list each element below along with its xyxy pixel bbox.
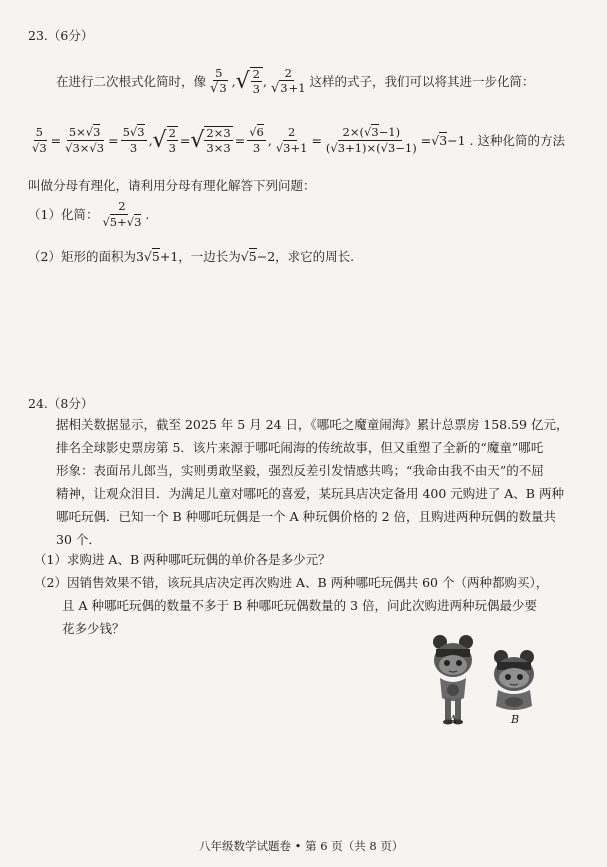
example-radical-2: √ $\frac{2}{3}$: [236, 67, 263, 95]
q24-part2-line-3: 花多少钱？: [62, 621, 125, 636]
q24-part2-line-1: （2）因销售效果不错，该玩具店决定再次购进 A、B 两种哪吒玩偶共 60 个（两种都购买），: [34, 575, 549, 590]
figure-label-a: A: [449, 713, 457, 726]
q23-part2-middle: ，一边长为: [178, 249, 241, 264]
q24-part1: （1）求购进 A、B 两种哪吒玩偶的单价各是多少元？: [34, 552, 331, 567]
part1-fraction: $\frac{2}{√5+√3}$: [102, 199, 142, 229]
toy-figure-b: [484, 648, 544, 714]
q23-intro-line: 在进行二次根式化简时，像 $\frac{5}{√3}$ , √ $\frac{2}{3}$ , $\frac{2}{√3+1}$ 这样的式子，我们可以将其进一步化简：: [56, 65, 535, 96]
q24-body-line-3: 形象：表面吊儿郎当，实则勇敢坚毅，强烈反差引发情感共鸣；“我命由我不由天”的不屈: [56, 463, 544, 478]
q24-part2-line-2: 且 A 种哪吒玩偶的数量不多于 B 种哪吒玩偶数量的 3 倍，问此次购进两种玩偶最少要: [62, 598, 538, 613]
q23-chain-tail: 这种化简的方法: [477, 133, 566, 148]
figure-label-b: B: [511, 713, 520, 726]
q23-intro-suffix: 这样的式子，我们可以将其进一步化简：: [309, 74, 535, 89]
q23-intro-prefix: 在进行二次根式化简时，像: [56, 74, 207, 89]
q23-rationalization-chain: $\frac{5}{√3}$ = $\frac{5\times√3}{√3\times√3}$ = $\frac{5√3}{3}$ , √ $\frac{2}{3}$ = √ $\frac{2\times 3}{3\times 3}$ = $\frac{√6}{3}$ , $\frac{2}{√3+1}$ = $\frac{2\times(√3-1)}{(√3+1)\times(√3-1)}$ =√3−1 . 这种化简的方法: [32, 125, 566, 155]
q24-body-line-5: 哪吒玩偶．已知一个 B 种哪吒玩偶是一个 A 种玩偶价格的 2 倍，且购进两种玩偶的数量共: [56, 509, 557, 524]
q23-method-line: 叫做分母有理化，请利用分母有理化解答下列问题：: [28, 178, 316, 193]
nezha-doll-b-icon: [484, 648, 544, 714]
page-footer: 八年级数学试题卷 • 第 6 页（共 8 页）: [199, 839, 404, 853]
q24-body-line-4: 精神，让观众泪目．为满足儿童对哪吒的喜爱，某玩具店决定备用 400 元购进了 A、B 两种: [56, 486, 564, 501]
example-fraction-3: $\frac{2}{√3+1}$: [270, 65, 306, 96]
q23-part2-end: ，求它的周长.: [275, 249, 355, 264]
example-fraction-1: $\frac{5}{√3}$: [210, 65, 227, 96]
q23-part1-label: （1）化简：: [28, 207, 99, 222]
q23-part2: （2）矩形的面积为 3√5+1 ，一边长为 √5−2 ，求它的周长.: [28, 248, 355, 264]
q24-header: 24.（8分）: [28, 396, 94, 411]
q24-body-line-2: 排名全球影史票房第 5．该片来源于哪吒闹海的传统故事，但又重塑了全新的“魔童”哪吒: [56, 440, 544, 455]
q23-header: 23.（6分）: [28, 28, 94, 43]
q24-body-line-6: 30 个．: [56, 532, 101, 547]
q23-part2-label: （2）矩形的面积为: [28, 249, 136, 264]
q24-body-line-1: 据相关数据显示，截至 2025 年 5 月 24 日，《哪吒之魔童闹海》累计总票房 158.59 亿元，: [56, 417, 569, 432]
q23-part1: （1）化简： $\frac{2}{√5+√3}$ .: [28, 199, 150, 229]
